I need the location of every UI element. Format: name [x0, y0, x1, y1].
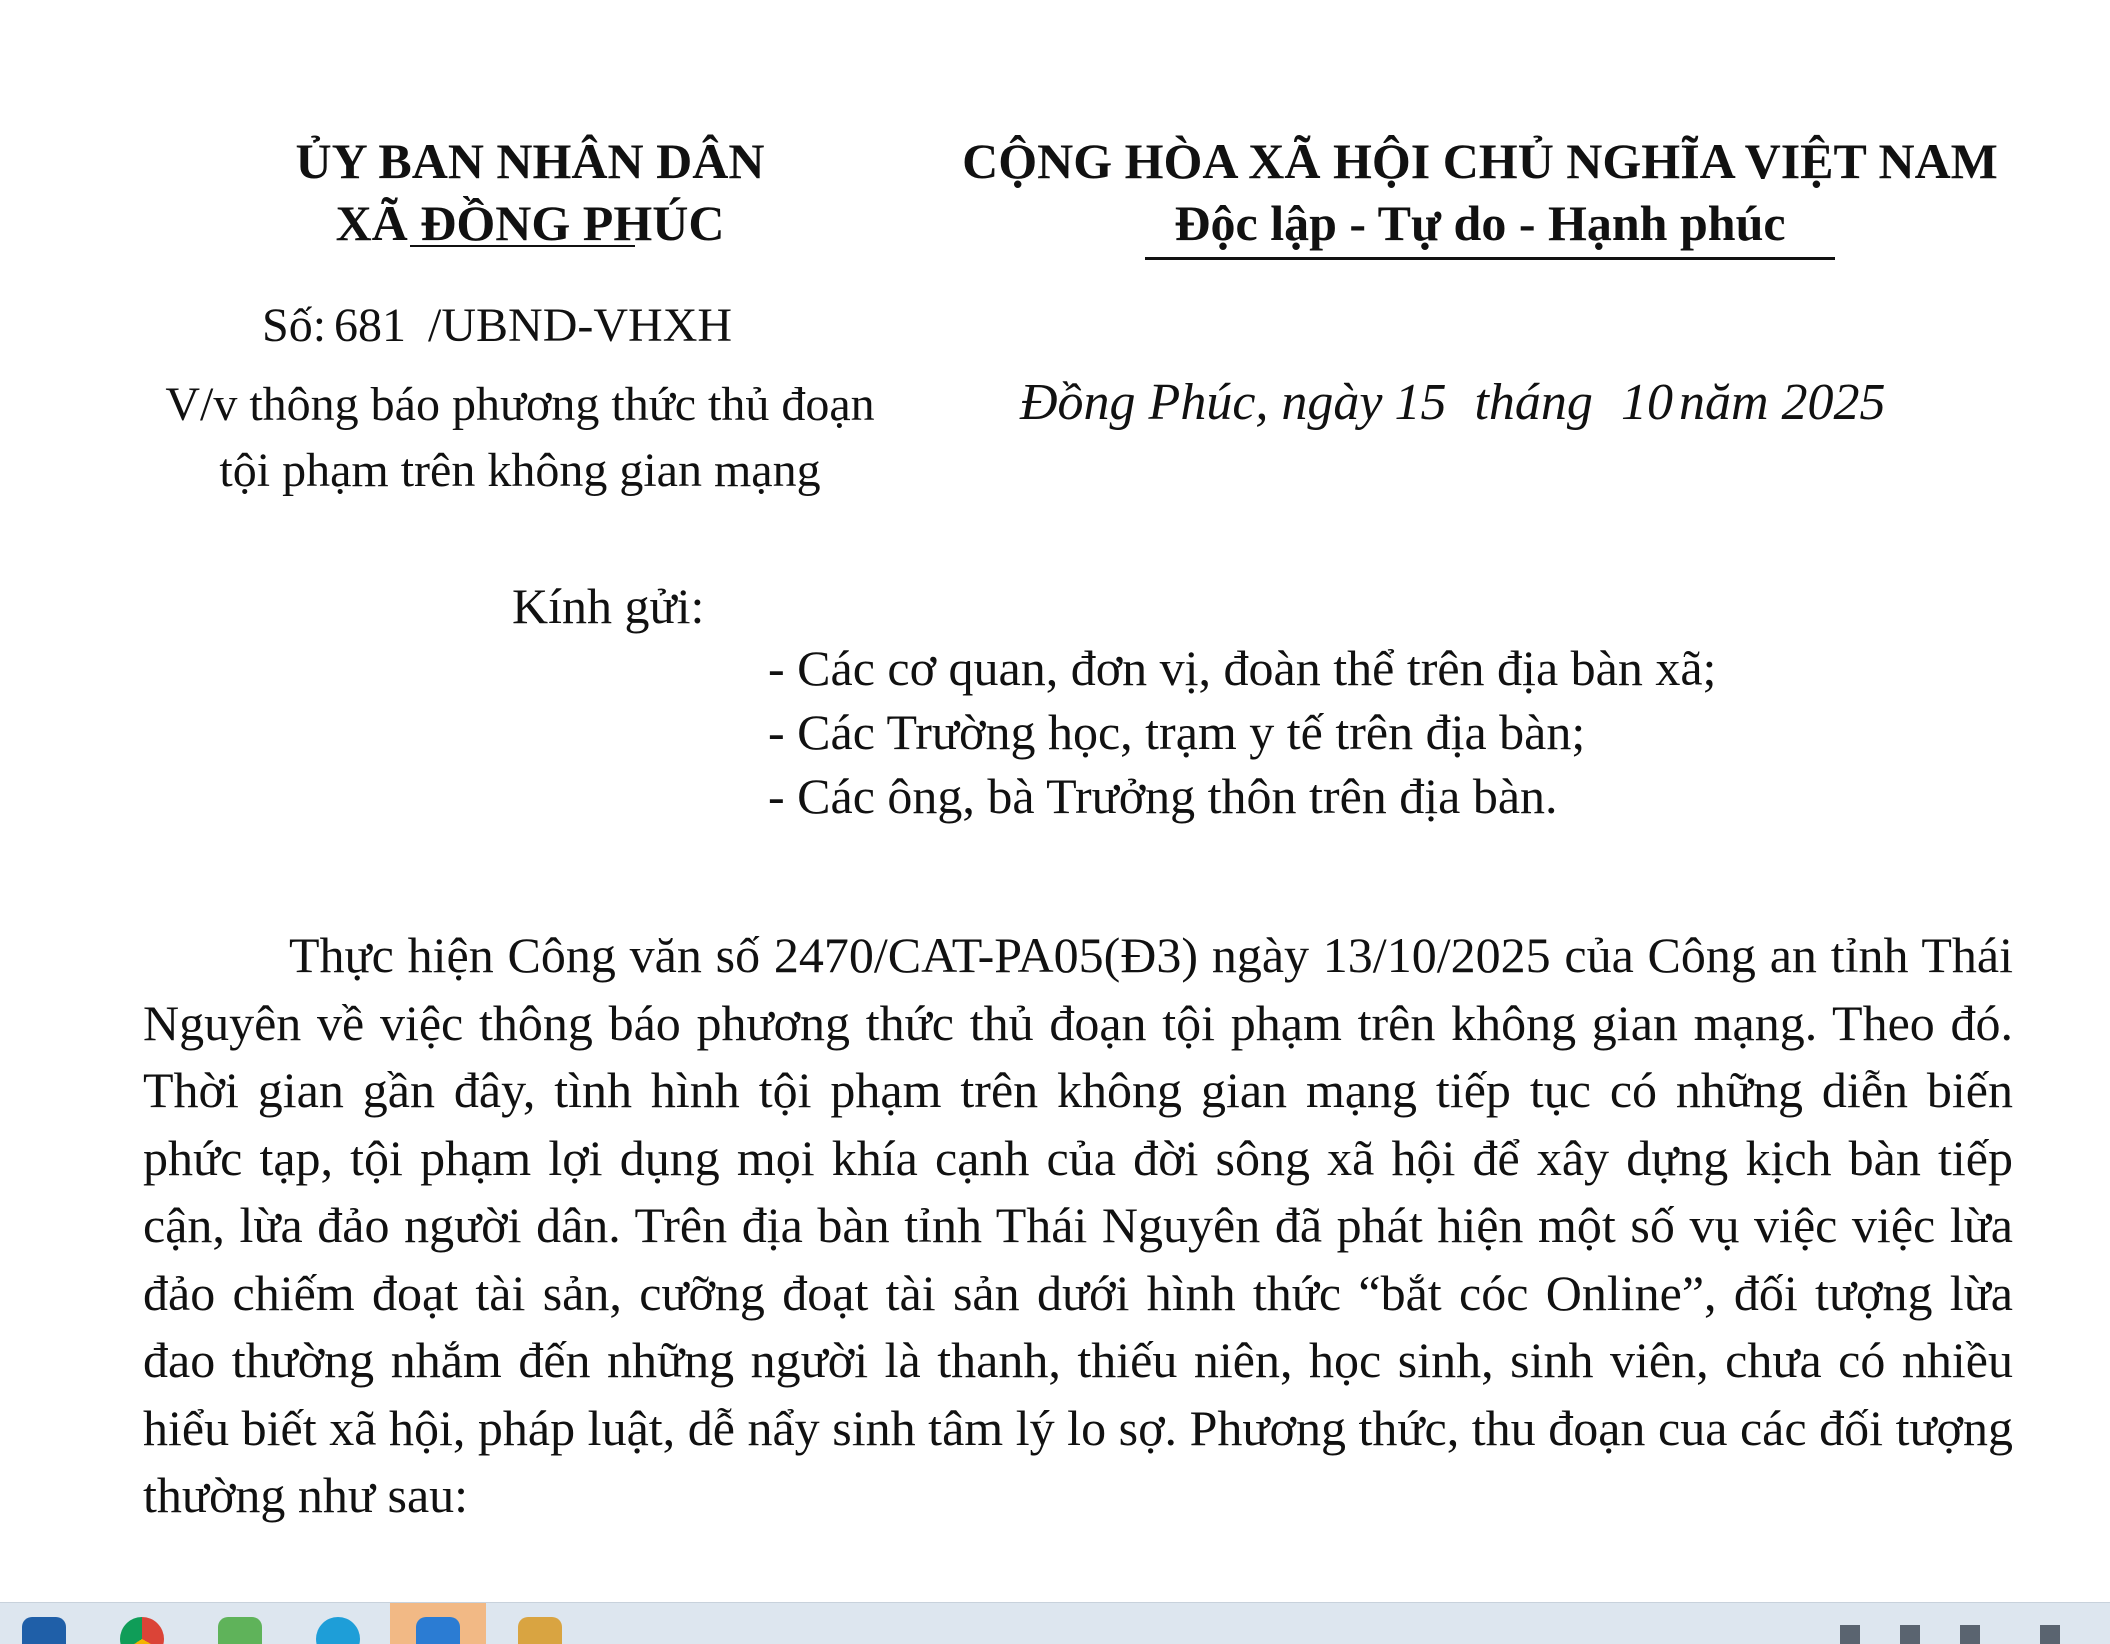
agency-header — [250, 130, 810, 254]
photos-icon[interactable] — [218, 1617, 262, 1644]
number-code: /UBND-VHXH — [428, 299, 733, 352]
agency-underline — [410, 245, 635, 247]
subject-line-2: tội phạm trên không gian mạng — [219, 444, 821, 497]
number-value: 681 — [334, 299, 407, 352]
addressee-list — [768, 636, 1716, 828]
agency-line-2: XÃ ĐỒNG PHÚC — [335, 195, 725, 251]
addressee-label: Kính gửi: — [512, 578, 705, 634]
addressee-item: - Các ông, bà Trưởng thôn trên địa bàn. — [768, 768, 1558, 824]
edge-icon[interactable] — [316, 1617, 360, 1644]
motto-underline — [1145, 257, 1835, 260]
issue-date — [1020, 370, 1886, 436]
paint-icon[interactable] — [518, 1617, 562, 1644]
subject-line-1: V/v thông báo phương thức thủ đoạn — [165, 378, 875, 431]
store-icon[interactable] — [22, 1617, 66, 1644]
chrome-icon[interactable] — [120, 1617, 164, 1644]
date-month: 10 — [1620, 374, 1673, 431]
tray-icon[interactable] — [2040, 1625, 2060, 1644]
tray-icon[interactable] — [1840, 1625, 1860, 1644]
number-label: Số: — [262, 299, 327, 352]
agency-line-1: ỦY BAN NHÂN DÂN — [295, 133, 765, 189]
taskbar — [0, 1602, 2110, 1644]
document-number — [262, 296, 732, 356]
date-month-label: tháng — [1474, 374, 1593, 431]
date-year-label: năm — [1678, 374, 1769, 431]
addressee-item: - Các cơ quan, đơn vị, đoàn thể trên địa bàn xã; — [768, 640, 1717, 696]
word-icon[interactable] — [416, 1617, 460, 1644]
date-year: 2025 — [1781, 374, 1886, 431]
addressee-item: - Các Trường học, trạm y tế trên địa bàn; — [768, 704, 1586, 760]
tray-icon[interactable] — [1960, 1625, 1980, 1644]
document-subject — [120, 372, 920, 504]
nation-motto: Độc lập - Tự do - Hạnh phúc — [1174, 195, 1786, 251]
date-day: 15 — [1394, 374, 1447, 431]
nation-line-1: CỘNG HÒA XÃ HỘI CHỦ NGHĨA VIỆT NAM — [962, 133, 1998, 189]
body-paragraph: Thực hiện Công văn số 2470/CAT-PA05(Đ3) ngày 13/10/2025 của Công an tỉnh Thái Nguyên về việc thông báo phương thức thủ đoạn tội phạm trên không gian mạng. Theo đó. Thời gian gần đây, tình hình tội phạm trên không gian mạng tiếp tục có những diễn biến phức tạp, tội phạm lợi dụng mọi khía cạnh của đời sông xã hội để xây dựng kịch bàn tiếp cận, lừa đảo người dân. Trên địa bàn tỉnh Thái Nguyên đã phát hiện một số vụ việc việc lừa đảo chiếm đoạt tài sản, cưỡng đoạt tài sản dưới hình thức “bắt cóc Online”, đối tượng lừa đao thường nhắm đến những người là thanh, thiếu niên, học sinh, sinh viên, chưa có nhiều hiểu biết xã hội, pháp luật, dễ nẩy sinh tâm lý lo sợ. Phương thức, thu đoạn cua các đối tượng thường như sau: — [143, 927, 2013, 1523]
date-place: Đồng Phúc, ngày — [1020, 374, 1383, 431]
tray-icon[interactable] — [1900, 1625, 1920, 1644]
national-header — [930, 130, 2030, 254]
